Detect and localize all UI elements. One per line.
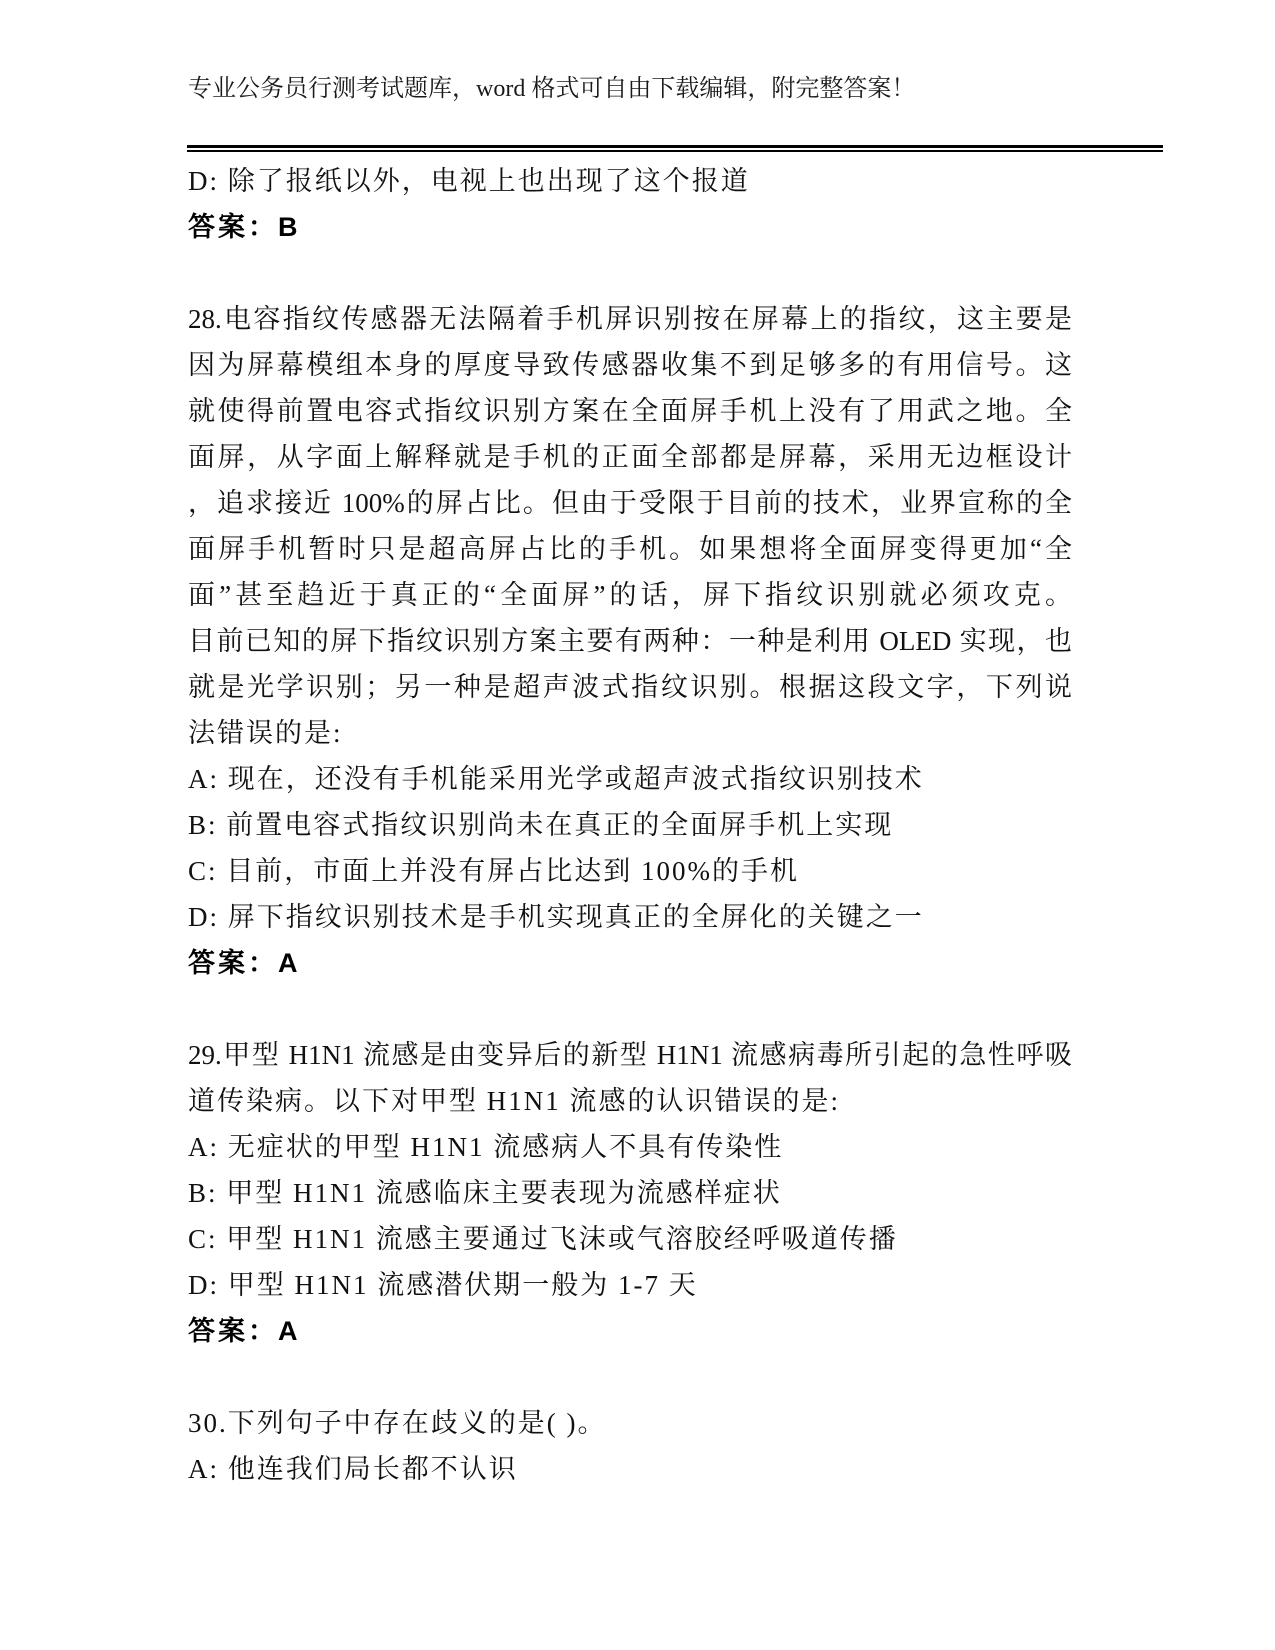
text-line: 目前已知的屏下指纹识别方案主要有两种：一种是利用 OLED 实现，也 — [188, 626, 1072, 656]
question-30 — [188, 1400, 1072, 1492]
header-separator-line — [187, 145, 1163, 152]
text-line: D: 除了报纸以外，电视上也出现了这个报道 — [188, 166, 750, 196]
text-line: 就是光学识别；另一种是超声波式指纹识别。根据这段文字，下列说 — [188, 672, 1072, 702]
text-line: A: 无症状的甲型 H1N1 流感病人不具有传染性 — [188, 1132, 784, 1162]
text-line: A: 现在，还没有手机能采用光学或超声波式指纹识别技术 — [188, 764, 924, 794]
question-29 — [188, 1032, 1072, 1354]
text-line: 28.电容指纹传感器无法隔着手机屏识别按在屏幕上的指纹，这主要是 — [188, 304, 1072, 334]
text-line: C: 甲型 H1N1 流感主要通过飞沫或气溶胶经呼吸道传播 — [188, 1224, 898, 1254]
text-line: 面屏手机暂时只是超高屏占比的手机。如果想将全面屏变得更加“全 — [188, 534, 1072, 564]
header-title: 专业公务员行测考试题库，word 格式可自由下载编辑，附完整答案！ — [188, 76, 916, 102]
text-line: D: 屏下指纹识别技术是手机实现真正的全屏化的关键之一 — [188, 902, 924, 932]
text-line: 29.甲型 H1N1 流感是由变异后的新型 H1N1 流感病毒所引起的急性呼吸 — [188, 1040, 1072, 1070]
text-line: ，追求接近 100%的屏占比。但由于受限于目前的技术，业界宣称的全 — [188, 488, 1072, 518]
text-line: 因为屏幕模组本身的厚度导致传感器收集不到足够多的有用信号。这 — [188, 350, 1072, 380]
text-line: 30.下列句子中存在歧义的是( )。 — [188, 1408, 607, 1438]
document-body — [188, 158, 1072, 1538]
answer-line: 答案：A — [188, 1316, 301, 1346]
text-line: 面屏，从字面上解释就是手机的正面全部都是屏幕，采用无边框设计 — [188, 442, 1072, 472]
text-line: 就使得前置电容式指纹识别方案在全面屏手机上没有了用武之地。全 — [188, 396, 1072, 426]
text-line: 道传染病。以下对甲型 H1N1 流感的认识错误的是: — [188, 1086, 840, 1116]
text-line: A: 他连我们局长都不认识 — [188, 1454, 518, 1484]
text-line: D: 甲型 H1N1 流感潜伏期一般为 1-7 天 — [188, 1270, 698, 1300]
text-line: C: 目前，市面上并没有屏占比达到 100%的手机 — [188, 856, 800, 886]
question-28 — [188, 296, 1072, 986]
question-27-tail — [188, 158, 1072, 250]
answer-line: 答案：B — [188, 212, 301, 242]
text-line: 面”甚至趋近于真正的“全面屏”的话，屏下指纹识别就必须攻克。 — [188, 580, 1072, 610]
text-line: B: 甲型 H1N1 流感临床主要表现为流感样症状 — [188, 1178, 782, 1208]
answer-line: 答案：A — [188, 948, 301, 978]
text-line: 法错误的是: — [188, 718, 343, 748]
text-line: B: 前置电容式指纹识别尚未在真正的全面屏手机上实现 — [188, 810, 894, 840]
